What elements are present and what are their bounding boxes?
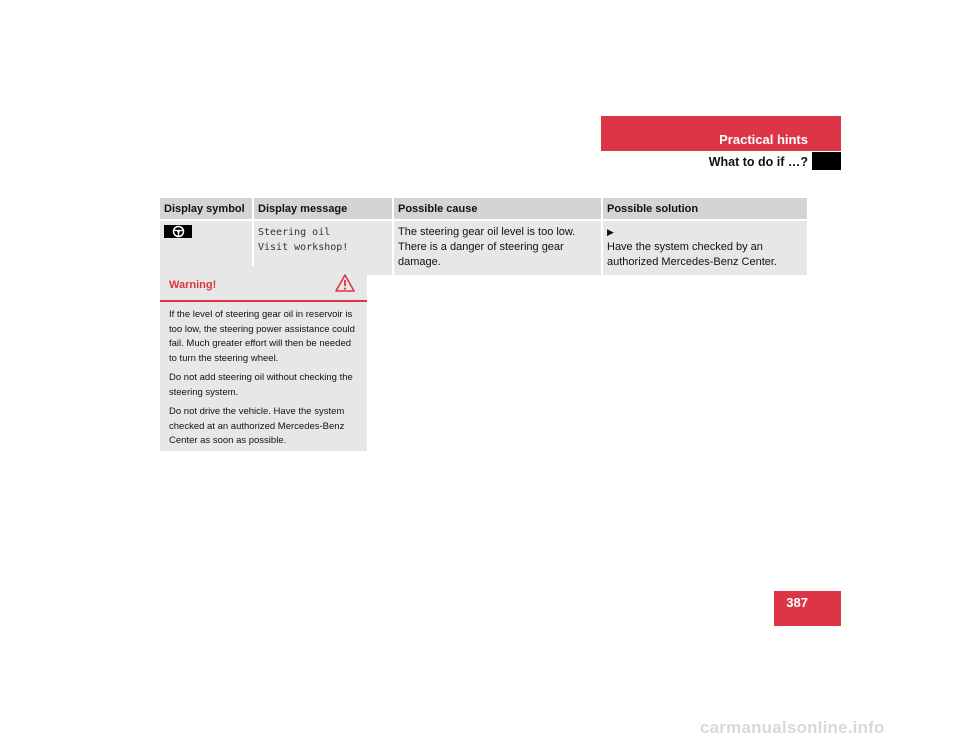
warning-paragraph: Do not add steering oil without checking the steering system. bbox=[169, 372, 353, 398]
page-subtitle: What to do if …? bbox=[708, 155, 808, 169]
warning-body bbox=[160, 302, 367, 449]
warning-header bbox=[160, 266, 367, 302]
header-possible-cause: Possible cause bbox=[393, 198, 602, 220]
warning-box bbox=[160, 266, 367, 451]
warning-paragraph: If the level of steering gear oil in reservoir is too low, the steering power assistance could fail. Much greater effort will then be needed to turn the steering wheel. bbox=[169, 309, 355, 364]
header-display-symbol: Display symbol bbox=[160, 198, 253, 220]
page-number: 387 bbox=[786, 595, 808, 610]
header-display-message: Display message bbox=[253, 198, 393, 220]
section-marker bbox=[812, 152, 841, 170]
watermark: carmanualsonline.info bbox=[700, 718, 885, 737]
message-line-1: Steering oil bbox=[258, 227, 331, 238]
warning-triangle-icon bbox=[335, 274, 355, 297]
steering-wheel-icon bbox=[164, 225, 192, 238]
table-header-row bbox=[160, 198, 807, 220]
header-possible-solution: Possible solution bbox=[602, 198, 807, 220]
arrow-right-icon: ▶ bbox=[607, 227, 614, 237]
warning-paragraph: Do not drive the vehicle. Have the system checked at an authorized Mercedes-Benz Center as soon as possible. bbox=[169, 406, 345, 446]
solution-text: Have the system checked by an authorized Mercedes-Benz Center. bbox=[607, 241, 777, 268]
display-message-table bbox=[160, 198, 807, 275]
cell-possible-cause: The steering gear oil level is too low. There is a danger of steering gear damage. bbox=[393, 220, 602, 275]
message-line-2: Visit workshop! bbox=[258, 242, 349, 253]
section-header-bar bbox=[601, 116, 841, 151]
section-title: Practical hints bbox=[719, 132, 808, 147]
cell-possible-solution bbox=[602, 220, 807, 275]
page-number-box bbox=[774, 591, 841, 626]
warning-title: Warning! bbox=[169, 279, 217, 291]
